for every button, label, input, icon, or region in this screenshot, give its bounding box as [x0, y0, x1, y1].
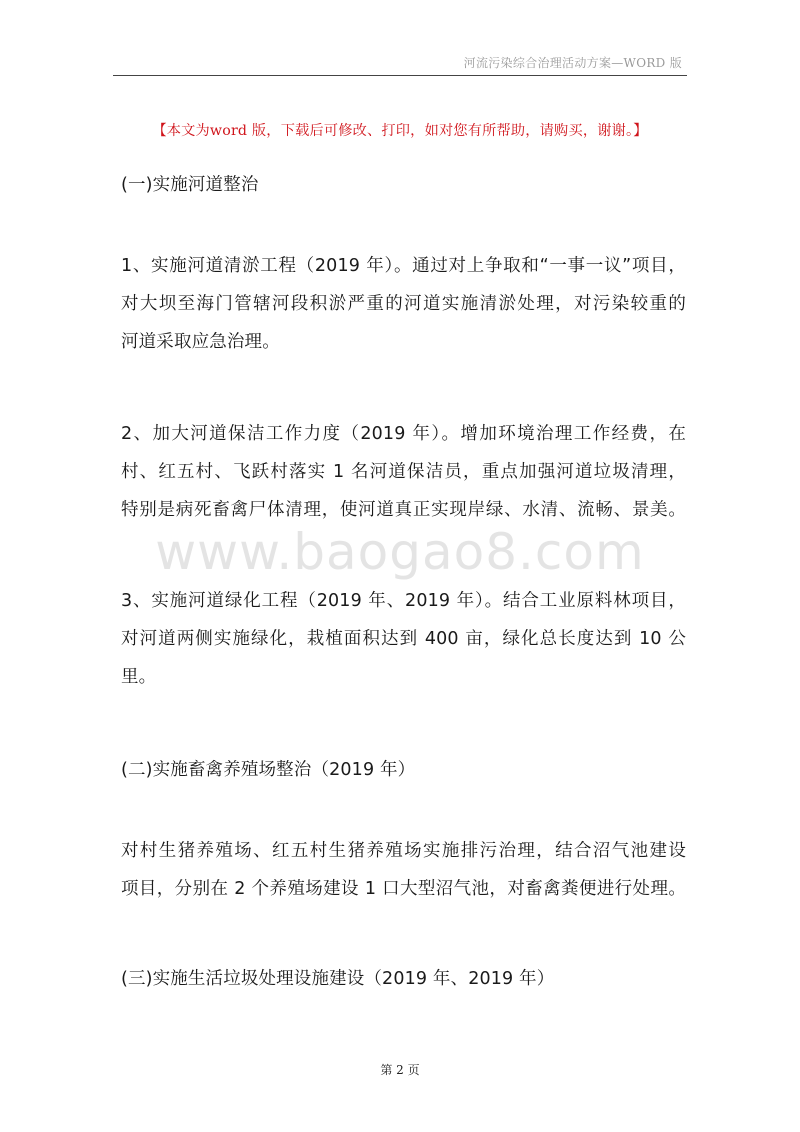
- paragraph-livestock-farms: [121, 832, 686, 908]
- text-line: 河道采取应急治理。: [121, 332, 280, 352]
- page-number: 第 2 页: [380, 1063, 420, 1077]
- section-heading-1: [121, 166, 686, 204]
- text-line: (三)实施生活垃圾处理设施建设（2019 年、2019 年）: [121, 969, 555, 989]
- header-divider: [113, 75, 687, 76]
- text-line: 1、实施河道清淤工程（2019 年）。通过对上争取和“一事一议”项目，: [121, 256, 686, 276]
- paragraph-river-greening: [121, 582, 686, 696]
- text-line: 对大坝至海门管辖河段积淤严重的河道实施清淤处理，对污染较重的: [121, 294, 686, 314]
- text-line: 对河道两侧实施绿化，栽植面积达到 400 亩，绿化总长度达到 10 公: [121, 629, 686, 649]
- section-heading-2: [121, 751, 686, 789]
- paragraph-river-cleaning: [121, 415, 686, 529]
- text-line: 项目，分别在 2 个养殖场建设 1 口大型沼气池，对畜禽粪便进行处理。: [121, 879, 686, 899]
- text-line: 对村生猪养殖场、红五村生猪养殖场实施排污治理，结合沼气池建设: [121, 841, 686, 861]
- text-line: 3、实施河道绿化工程（2019 年、2019 年）。结合工业原料林项目，: [121, 591, 686, 611]
- text-line: 特别是病死畜禽尸体清理，使河道真正实现岸绿、水清、流畅、景美。: [121, 500, 686, 520]
- text-line: (一)实施河道整治: [121, 175, 259, 195]
- text-line: 里。: [121, 667, 157, 687]
- text-line: 村、红五村、飞跃村落实 1 名河道保洁员，重点加强河道垃圾清理，: [121, 462, 686, 482]
- purchase-notice: 【本文为word 版，下载后可修改、打印，如对您有所帮助，请购买，谢谢。】: [152, 123, 648, 139]
- watermark: www.baogao8.com: [155, 523, 645, 581]
- text-line: 2、加大河道保洁工作力度（2019 年）。增加环境治理工作经费，在: [121, 424, 686, 444]
- text-line: (二)实施畜禽养殖场整治（2019 年）: [121, 760, 416, 780]
- page-header-title: 河流污染综合治理活动方案—WORD 版: [463, 56, 682, 70]
- section-heading-3: [121, 960, 686, 998]
- paragraph-river-dredging: [121, 247, 686, 361]
